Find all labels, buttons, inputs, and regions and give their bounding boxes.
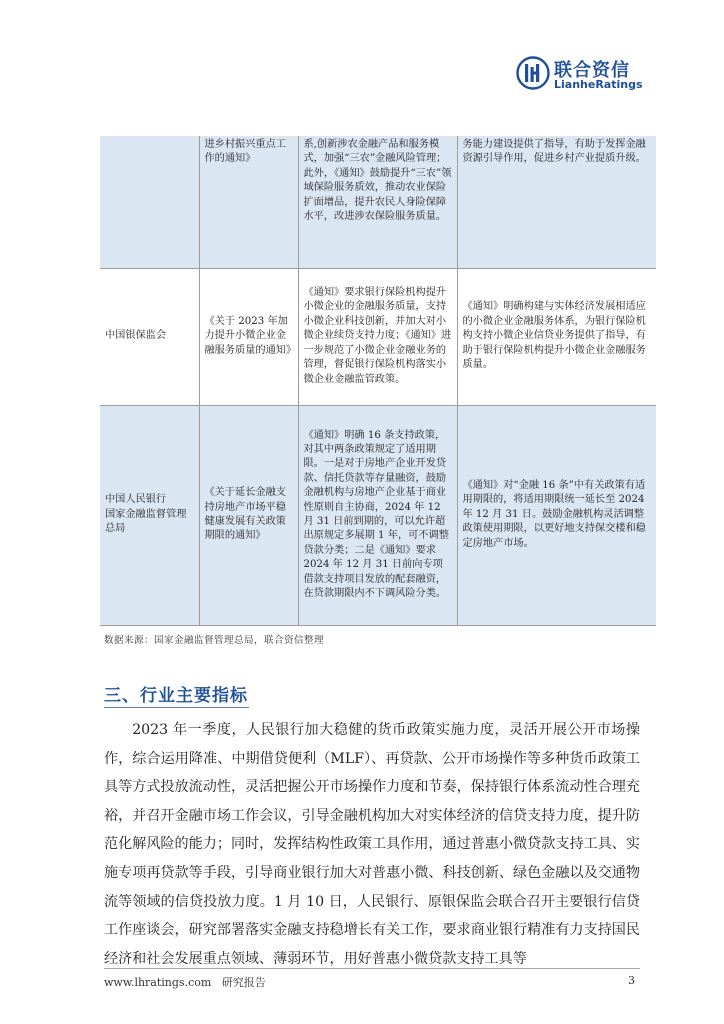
table-row (100, 405, 656, 625)
footer-url[interactable]: www.lhratings.com (104, 976, 212, 989)
footer-divider (104, 968, 640, 969)
footer-label: 研究报告 (221, 976, 266, 989)
page-number: 3 (628, 974, 635, 987)
table-cell-agency (100, 136, 199, 268)
brand-name-cn: 联合资信 (554, 60, 630, 81)
brand-logo (516, 54, 666, 96)
table-cell-effect: 《通知》明确构建与实体经济发展相适应的小微企业金融服务体系，为银行保险机构支持小微企业信贷业务提供了指导，有助于银行保险机构提升小微企业金融服务质量。 (457, 268, 656, 405)
table-cell-document: 《关于延长金融支持房地产市场平稳健康发展有关政策期限的通知》 (199, 405, 298, 625)
table-cell-effect: 《通知》对“金融 16 条”中有关政策有适用期限的，将适用期限统一延长至 2024 年 12 月 31 日。鼓励金融机构灵活调整政策使用期限，以更好地支持保交楼和稳定房地产市场。 (457, 405, 656, 625)
section-underline (104, 707, 249, 708)
table-cell-agency: 中国银保监会 (105, 330, 167, 342)
table-cell-content: 《通知》明确 16 条支持政策，对其中两条政策规定了适用期限。一是对于房地产企业开发贷款、信托贷款等存量融资，鼓励金融机构与房地产企业基于商业性原则自主协商，2024 年 12 月 31 日前到期的，可以允许超出原规定多展期 1 年，可不调整贷款分类；二是《通知》要求 2024 年 12 月 31 日前向专项借款支持项目发放的配套融资，在贷款期限内不下调风险分类。 (298, 405, 457, 625)
body-paragraph: 2023 年一季度，人民银行加大稳健的货币政策实施力度，灵活开展公开市场操作，综合运用降准、中期借贷便利（MLF）、再贷款、公开市场操作等多种货币政策工具等方式投放流动性，灵活把握公开市场操作力度和节奏，保持银行体系流动性合理充裕，并召开金融市场工作会议，引导金融机构加大对实体经济的信贷支持力度，提升防范化解风险的能力；同时，发挥结构性政策工具作用，通过普惠小微贷款支持工具、实施专项再贷款等手段，引导商业银行加大对普惠小微、科技创新、绿色金融以及交通物流等领域的信贷投放力度。1 月 10 日，人民银行、原银保监会联合召开主要银行信贷工作座谈会，研究部署落实金融支持稳增长有关工作，要求商业银行精准有力支持国民经济和社会发展重点领域、薄弱环节，用好普惠小微贷款支持工具等 (104, 722, 640, 967)
table-cell-content: 《通知》要求银行保险机构提升小微企业的金融服务质量，支持小微企业科技创新，并加大对小微企业续贷支持力度；《通知》进一步规范了小微企业金融业务的管理，督促银行保险机构落实小微企业金融监管政策。 (298, 268, 457, 405)
footer-info (104, 974, 266, 990)
table-row (100, 268, 656, 405)
table-row (100, 136, 656, 268)
table-cell-agency: 中国人民银行 国家金融监督管理总局 (100, 405, 199, 625)
table-cell-content: 系,创新涉农金融产品和服务模式，加强“三农”金融风险管理；此外，《通知》鼓励提升“三农”领域保险服务质效，推动农业保险扩面增品，提升农民人身险保障水平，改进涉农保险服务质量。 (298, 136, 457, 268)
policy-table (100, 136, 656, 626)
section-body (104, 716, 640, 973)
section-title: 三、行业主要指标 (104, 686, 248, 706)
table-cell-document: 进乡村振兴重点工作的通知》 (199, 136, 298, 268)
table-source-note: 数据来源：国家金融监督管理总局，联合资信整理 (104, 635, 325, 646)
lianhe-logo-icon (516, 56, 550, 90)
brand-name-en: LianheRatings (554, 78, 643, 91)
table-cell-document: 《关于 2023 年加力提升小微企业金融服务质量的通知》 (199, 268, 298, 405)
table-cell-effect: 务能力建设提供了指导，有助于发挥金融资源引导作用，促进乡村产业提质升级。 (457, 136, 656, 268)
